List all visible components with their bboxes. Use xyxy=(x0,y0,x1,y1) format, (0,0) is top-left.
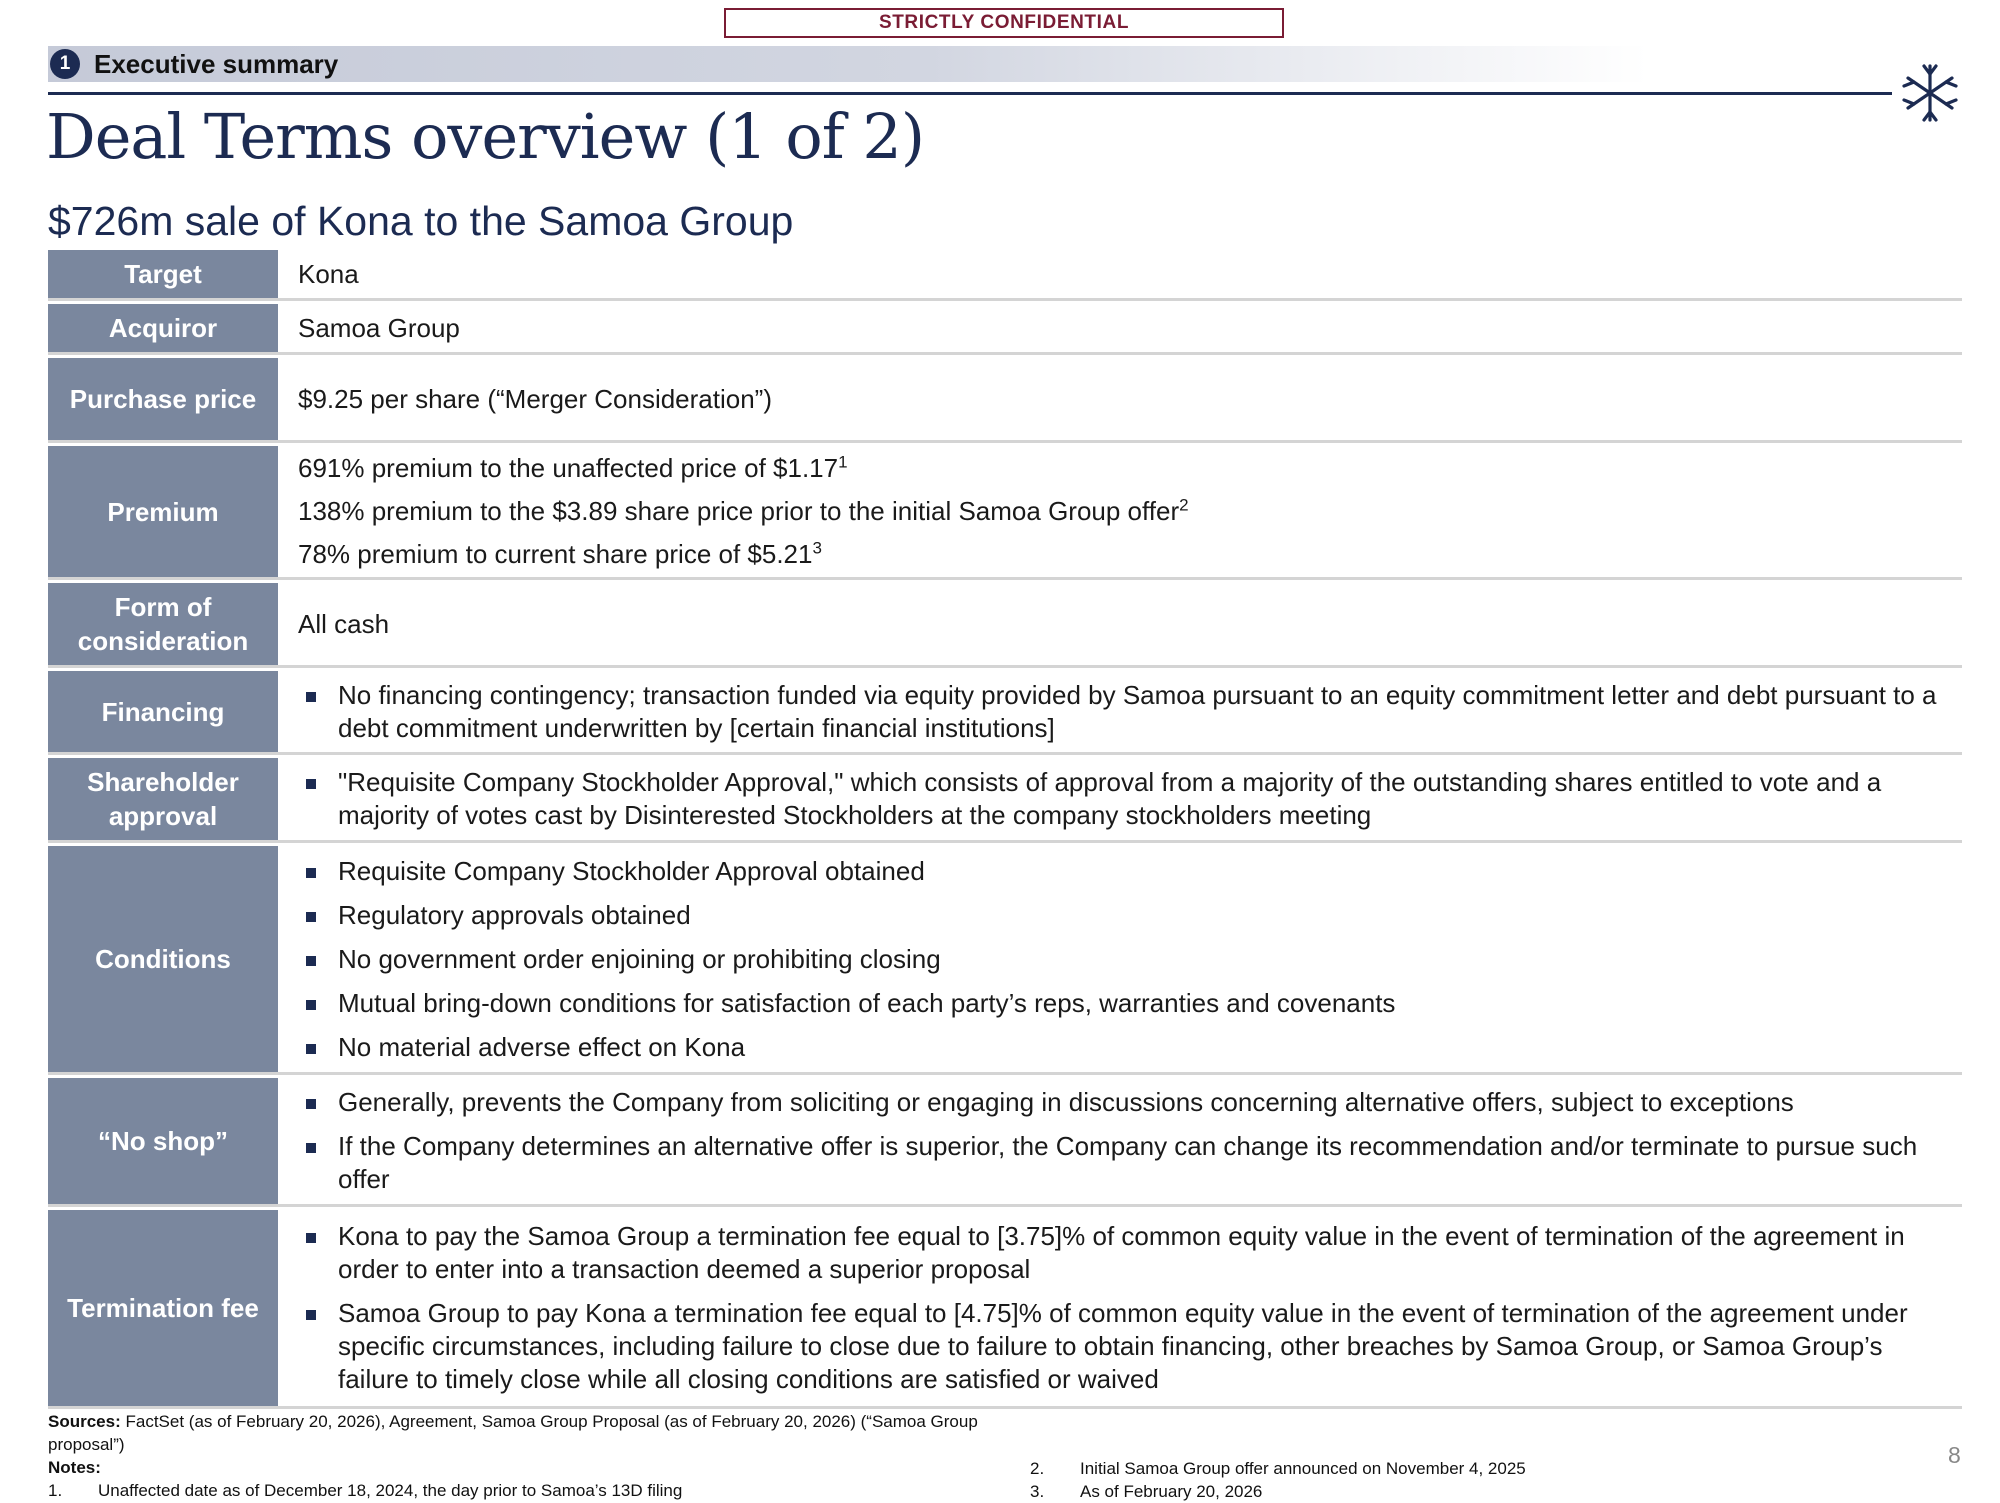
term-label: Form of consideration xyxy=(48,583,278,665)
section-title: Executive summary xyxy=(94,48,339,79)
bullet-square-icon xyxy=(306,1310,316,1320)
premium-line: 78% premium to current share price of $5.21$^3$ xyxy=(298,538,822,569)
term-row-no-shop xyxy=(48,1078,1962,1207)
term-value xyxy=(288,671,1962,752)
bullet-item: "Requisite Company Stockholder Approval," which consists of approval from a majority of the outstanding shares entitled to vote and a majority of votes cast by Disinterested Stockholders at the company stockholders meeting xyxy=(298,766,1952,832)
term-value xyxy=(288,1078,1962,1204)
bullet-item: Generally, prevents the Company from soliciting or engaging in discussions concerning alternative offers, subject to exceptions xyxy=(298,1086,1952,1119)
term-value: All cash xyxy=(298,608,390,639)
note-item: 3. As of February 20, 2026 xyxy=(1030,1482,1263,1501)
footnotes xyxy=(48,1410,1008,1502)
term-value xyxy=(288,846,1962,1072)
deal-terms-table xyxy=(48,250,1962,1412)
term-row-target xyxy=(48,250,1962,301)
bullet-item: No material adverse effect on Kona xyxy=(298,1031,1952,1064)
bullet-square-icon xyxy=(306,912,316,922)
bullet-item: No financing contingency; transaction funded via equity provided by Samoa pursuant to an equity commitment letter and debt pursuant to a debt commitment underwritten by [certain financial institutions] xyxy=(298,679,1952,745)
note-item: 1. Unaffected date as of December 18, 2024, the day prior to Samoa’s 13D filing xyxy=(48,1481,683,1500)
section-number-badge: 1 xyxy=(50,49,80,79)
term-row-conditions xyxy=(48,846,1962,1075)
bullet-item: If the Company determines an alternative offer is superior, the Company can change its recommendation and/or terminate to pursue such offer xyxy=(298,1130,1952,1196)
term-value: Samoa Group xyxy=(298,312,460,343)
company-logo-icon xyxy=(1898,58,1962,128)
term-value xyxy=(288,1210,1962,1406)
term-label: Financing xyxy=(48,671,278,752)
footnote-ref: 1 xyxy=(838,452,848,472)
term-value: Kona xyxy=(298,258,359,289)
term-row-termination-fee xyxy=(48,1210,1962,1409)
bullet-item: No government order enjoining or prohibiting closing xyxy=(298,943,1952,976)
bullet-square-icon xyxy=(306,1143,316,1153)
premium-line: 691% premium to the unaffected price of $1.17$^1$ xyxy=(298,452,848,483)
note-item: 2. Initial Samoa Group offer announced on November 4, 2025 xyxy=(1030,1459,1526,1478)
footnote-ref: 2 xyxy=(1179,495,1189,515)
premium-line: 138% premium to the $3.89 share price prior to the initial Samoa Group offer$^2$ xyxy=(298,495,1189,526)
bullet-square-icon xyxy=(306,1000,316,1010)
term-label: Termination fee xyxy=(48,1210,278,1406)
term-label: Premium xyxy=(48,446,278,577)
term-row-premium xyxy=(48,446,1962,580)
term-value xyxy=(288,446,1962,577)
bullet-square-icon xyxy=(306,1044,316,1054)
term-row-financing xyxy=(48,671,1962,755)
confidential-banner: STRICTLY CONFIDENTIAL xyxy=(724,8,1284,38)
bullet-item: Mutual bring-down conditions for satisfaction of each party’s reps, warranties and covenants xyxy=(298,987,1952,1020)
bullet-square-icon xyxy=(306,779,316,789)
bullet-square-icon xyxy=(306,868,316,878)
sources: Sources: FactSet (as of February 20, 2026), Agreement, Samoa Group Proposal (as of February 20, 2026) (“Samoa Group proposal”) xyxy=(48,1412,978,1454)
term-value xyxy=(288,758,1962,840)
footnote-ref: 3 xyxy=(812,538,822,558)
bullet-item: Requisite Company Stockholder Approval obtained xyxy=(298,855,1952,888)
bullet-item: Kona to pay the Samoa Group a termination fee equal to [3.75]% of common equity value in the event of termination of the agreement in order to enter into a transaction deemed a superior proposal xyxy=(298,1220,1952,1286)
bullet-square-icon xyxy=(306,956,316,966)
term-row-form-of-consideration xyxy=(48,583,1962,668)
bullet-item: Regulatory approvals obtained xyxy=(298,899,1952,932)
bullet-square-icon xyxy=(306,1099,316,1109)
bullet-item: Samoa Group to pay Kona a termination fee equal to [4.75]% of common equity value in the event of termination of the agreement under specific circumstances, including failure to close due to failure to obtain financing, other breaches by Samoa Group, or Samoa Group’s failure to timely close while all closing conditions are satisfied or waived xyxy=(298,1297,1952,1396)
term-row-shareholder-approval xyxy=(48,758,1962,843)
notes-heading: Notes: xyxy=(48,1458,101,1477)
term-label: Conditions xyxy=(48,846,278,1072)
term-label: Purchase price xyxy=(48,358,278,440)
term-label: Target xyxy=(48,250,278,298)
footnotes-right xyxy=(1030,1457,1526,1503)
header-divider xyxy=(48,92,1892,95)
section-header xyxy=(48,46,1648,82)
term-label: Shareholder approval xyxy=(48,758,278,840)
term-label: Acquiror xyxy=(48,304,278,352)
page-subtitle: $726m sale of Kona to the Samoa Group xyxy=(48,198,794,244)
term-row-purchase-price xyxy=(48,358,1962,443)
page-title: Deal Terms overview (1 of 2) xyxy=(46,100,925,173)
term-label: “No shop” xyxy=(48,1078,278,1204)
page-number: 8 xyxy=(1948,1442,1961,1468)
term-value: $9.25 per share (“Merger Consideration”) xyxy=(298,383,772,414)
term-row-acquiror xyxy=(48,304,1962,355)
bullet-square-icon xyxy=(306,692,316,702)
bullet-square-icon xyxy=(306,1233,316,1243)
